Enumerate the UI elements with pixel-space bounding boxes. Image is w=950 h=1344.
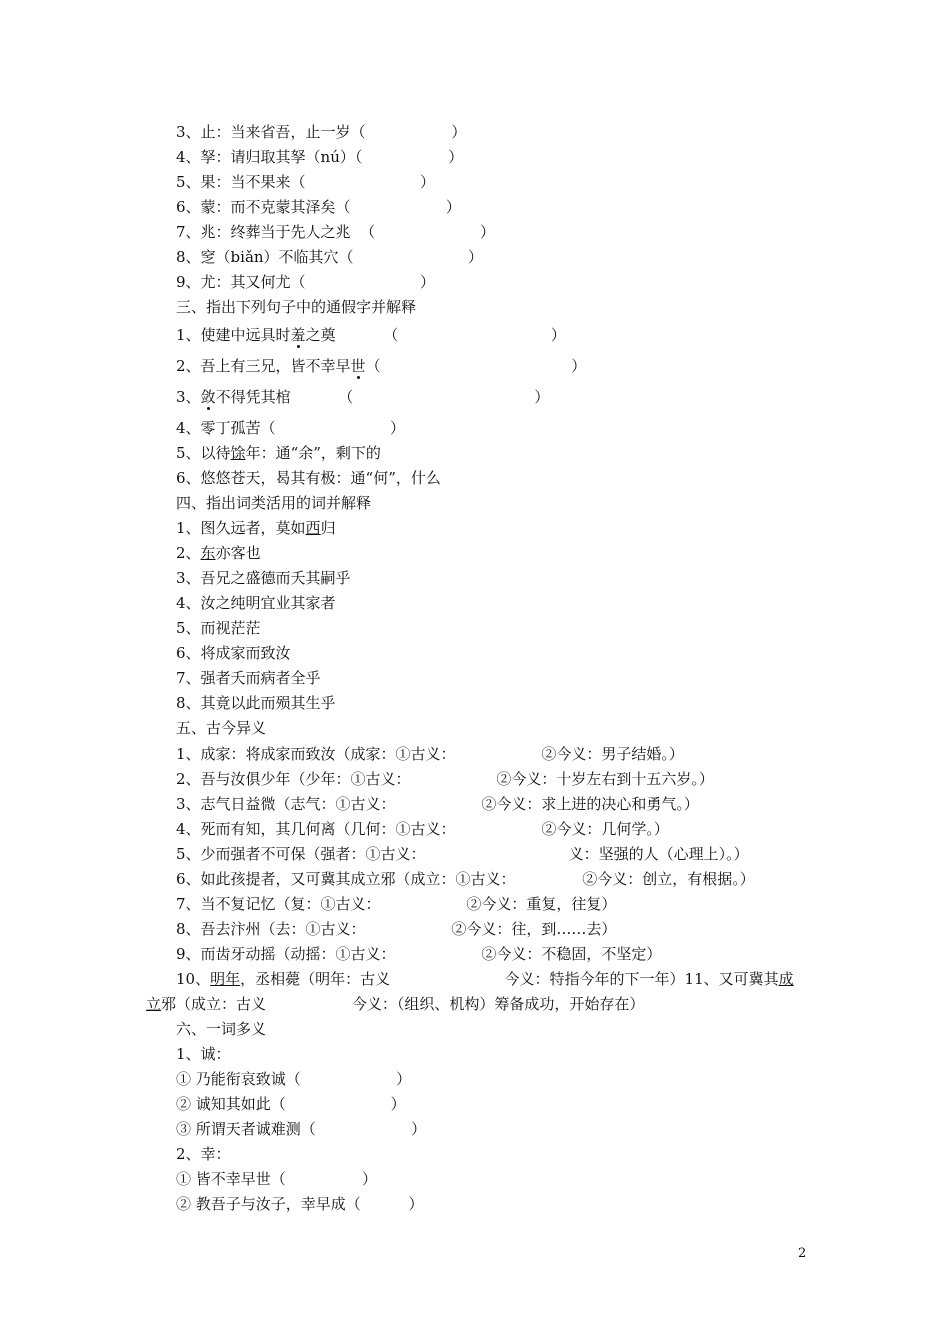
- line-text: 7、强者夭而病者全乎: [176, 669, 321, 687]
- line-text: 1、图久远者，莫如: [176, 519, 306, 537]
- line-text: 3、: [176, 388, 201, 406]
- line-text: 2、吾上有三兄，皆不幸早: [176, 357, 351, 375]
- doc-line: [176, 387, 549, 407]
- line-text: 6、蒙：而不克蒙其泽矣（ ）: [176, 198, 461, 216]
- line-text: 五、古今异义: [176, 719, 267, 737]
- doc-line: [176, 944, 661, 964]
- doc-line: [176, 297, 416, 317]
- line-text: 2、幸：: [176, 1145, 231, 1163]
- underlined-word: 明年: [210, 970, 241, 988]
- line-text: 4、孥：请归取其孥（nú）（ ）: [176, 148, 464, 166]
- line-text: 8、其竟以此而殒其生乎: [176, 694, 336, 712]
- doc-line: [176, 894, 616, 914]
- doc-line: [176, 1144, 231, 1164]
- line-text: 3、吾兄之盛德而夭其嗣乎: [176, 569, 351, 587]
- dotted-char: 羞: [290, 326, 306, 344]
- doc-line: [176, 493, 371, 513]
- line-text: 4、死而有知，其几何离（几何：①古义： ②今义：几何学。）: [176, 820, 669, 838]
- doc-line: [176, 1169, 377, 1189]
- line-text: 亦客也: [215, 544, 261, 562]
- line-text: ① 乃能衔哀致诚（ ）: [176, 1070, 412, 1088]
- doc-line: [176, 147, 463, 167]
- doc-line: [176, 1119, 426, 1139]
- doc-line: [176, 919, 616, 939]
- line-text: ① 皆不幸早世（ ）: [176, 1170, 378, 1188]
- line-text: 3、止：当来省吾，止一岁（ ）: [176, 123, 467, 141]
- line-text: 5、以待: [176, 444, 231, 462]
- doc-line: [176, 593, 336, 613]
- line-text: ，丞相薨（明年：古义 今义：特指今年的下一年）11、又可冀其: [240, 970, 779, 988]
- line-text: 4、零丁孤苦（ ）: [176, 419, 405, 437]
- doc-line: [176, 418, 405, 438]
- doc-line: [176, 693, 336, 713]
- line-text: 之奠 （ ）: [305, 326, 566, 344]
- line-text: 9、而齿牙动摇（动摇：①古义： ②今义：不稳固，不坚定）: [176, 945, 662, 963]
- doc-line: [176, 794, 699, 814]
- line-text: 邪（成立：古义 今义：（组织、机构）筹备成功，开始存在）: [161, 995, 645, 1013]
- line-text: 年：通“余”，剩下的: [245, 444, 381, 462]
- doc-line: [176, 844, 749, 864]
- doc-line: [176, 744, 684, 764]
- line-text: （ ）: [365, 357, 587, 375]
- line-text: 6、将成家而致汝: [176, 644, 291, 662]
- underlined-word: 馀: [230, 444, 246, 462]
- doc-line: [176, 643, 291, 663]
- doc-line: [176, 769, 714, 789]
- line-text: 8、吾去汴州（去：①古义： ②今义：往，到……去）: [176, 920, 617, 938]
- line-text: 1、使建中远具时: [176, 326, 291, 344]
- underlined-word: 东: [200, 544, 216, 562]
- line-text: 5、少而强者不可保（强者：①古义： 义：坚强的人（心理上）。）: [176, 845, 749, 863]
- underlined-word: 立: [146, 995, 162, 1013]
- line-text: 1、诚：: [176, 1045, 231, 1063]
- line-text: 1、成家：将成家而致汝（成家：①古义： ②今义：男子结婚。）: [176, 745, 684, 763]
- line-text: 9、尤：其又何尤（ ）: [176, 273, 435, 291]
- doc-line: [176, 543, 261, 563]
- line-text: 3、志气日益微（志气：①古义： ②今义：求上进的决心和勇气。）: [176, 795, 699, 813]
- doc-line: [176, 568, 351, 588]
- doc-line: [176, 1019, 266, 1039]
- doc-line: [176, 122, 466, 142]
- underlined-word: 成: [778, 970, 794, 988]
- line-text: 7、当不复记忆（复：①古义： ②今义：重复，往复）: [176, 895, 617, 913]
- doc-line: [176, 1094, 406, 1114]
- doc-line: [176, 172, 435, 192]
- doc-line: [176, 443, 381, 463]
- doc-line: [176, 222, 495, 242]
- doc-line: [176, 1069, 411, 1089]
- line-text: 6、如此孩提者，又可冀其成立邪（成立：①古义： ②今义：创立，有根据。）: [176, 870, 755, 888]
- line-text: 6、悠悠苍天，曷其有极：通“何”，什么: [176, 469, 441, 487]
- doc-line: [176, 969, 794, 989]
- line-text: 5、果：当不果来（ ）: [176, 173, 435, 191]
- doc-line: [176, 1044, 231, 1064]
- doc-line: [146, 994, 644, 1014]
- doc-line: [176, 468, 441, 488]
- doc-line: [176, 518, 336, 538]
- line-text: 10、: [176, 970, 211, 988]
- line-text: 7、兆：终葬当于先人之兆 （ ）: [176, 223, 495, 241]
- page-number: 2: [798, 1246, 807, 1261]
- doc-line: [176, 819, 669, 839]
- line-text: 六、一词多义: [176, 1020, 267, 1038]
- doc-line: [176, 197, 461, 217]
- line-text: 归: [320, 519, 336, 537]
- line-text: 5、而视茫茫: [176, 619, 261, 637]
- line-text: 四、指出词类活用的词并解释: [176, 494, 372, 512]
- line-text: ② 教吾子与汝子，幸早成（ ）: [176, 1195, 424, 1213]
- doc-line: [176, 1194, 423, 1214]
- doc-line: [176, 618, 261, 638]
- line-text: 不得凭其棺 （ ）: [215, 388, 550, 406]
- doc-line: [176, 718, 266, 738]
- line-text: 4、汝之纯明宜业其家者: [176, 594, 336, 612]
- line-text: ② 诚知其如此（ ）: [176, 1095, 406, 1113]
- doc-line: [176, 272, 435, 292]
- line-text: ③ 所谓天者诚难测（ ）: [176, 1120, 427, 1138]
- line-text: 2、吾与汝俱少年（少年：①古义： ②今义：十岁左右到十五六岁。）: [176, 770, 714, 788]
- doc-line: [176, 869, 755, 889]
- dotted-char: 敛: [200, 388, 216, 406]
- line-text: 2、: [176, 544, 201, 562]
- doc-line: [176, 356, 586, 376]
- line-text: 8、窆（biǎn）不临其穴（ ）: [176, 248, 483, 266]
- doc-line: [176, 247, 483, 267]
- doc-line: [176, 325, 566, 345]
- dotted-char: 世: [350, 357, 366, 375]
- doc-line: [176, 668, 321, 688]
- line-text: 三、指出下列句子中的通假字并解释: [176, 298, 417, 316]
- underlined-word: 西: [305, 519, 321, 537]
